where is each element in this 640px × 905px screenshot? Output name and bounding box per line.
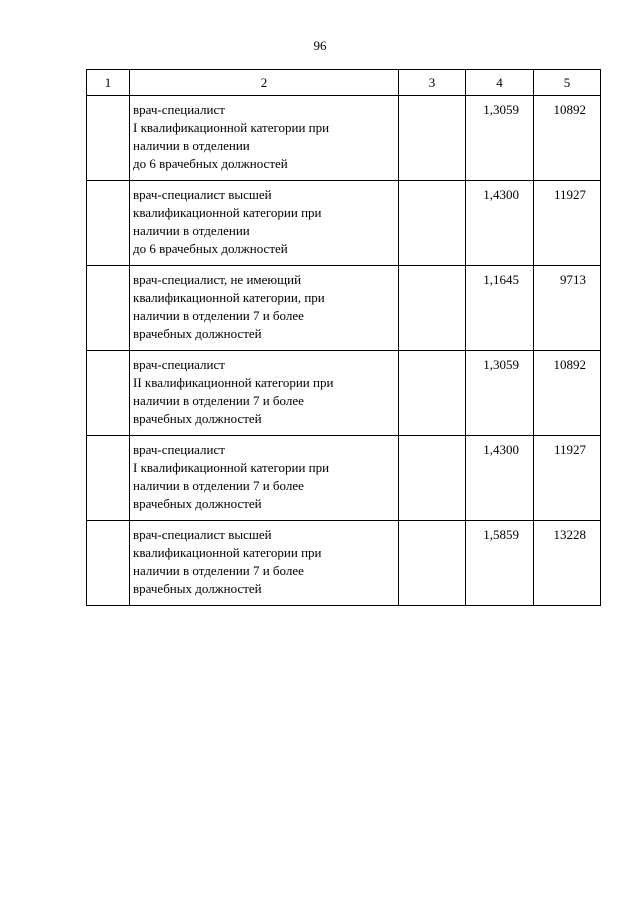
table-row — [87, 521, 601, 606]
description-line: наличии в отделении — [133, 138, 250, 153]
empty-cell — [399, 266, 466, 351]
table-row — [87, 436, 601, 521]
description-line: наличии в отделении — [133, 223, 250, 238]
column-header-4: 4 — [466, 70, 534, 96]
row-number-cell — [87, 351, 130, 436]
description-line: врачебных должностей — [133, 581, 262, 596]
empty-cell — [399, 96, 466, 181]
coefficient-cell: 1,1645 — [466, 266, 534, 351]
table-row — [87, 266, 601, 351]
description-line: до 6 врачебных должностей — [133, 241, 288, 256]
description-line: врач-специалист — [133, 102, 225, 117]
description-line: врачебных должностей — [133, 496, 262, 511]
description-line: врач-специалист — [133, 357, 225, 372]
position-description-cell — [130, 436, 399, 521]
amount-cell: 9713 — [534, 266, 601, 351]
column-header-2: 2 — [130, 70, 399, 96]
table-header-row — [87, 70, 601, 96]
column-header-3: 3 — [399, 70, 466, 96]
description-line: I квалификационной категории при — [133, 120, 330, 135]
row-number-cell — [87, 96, 130, 181]
description-line: наличии в отделении 7 и более — [133, 393, 304, 408]
coefficient-cell: 1,5859 — [466, 521, 534, 606]
column-header-5: 5 — [534, 70, 601, 96]
description-line: врачебных должностей — [133, 411, 262, 426]
empty-cell — [399, 436, 466, 521]
salary-table — [86, 69, 601, 606]
amount-cell: 11927 — [534, 436, 601, 521]
row-number-cell — [87, 436, 130, 521]
position-description-cell — [130, 96, 399, 181]
description-line: II квалификационной категории при — [133, 375, 334, 390]
empty-cell — [399, 521, 466, 606]
amount-cell: 10892 — [534, 351, 601, 436]
row-number-cell — [87, 181, 130, 266]
table-row — [87, 181, 601, 266]
coefficient-cell: 1,3059 — [466, 351, 534, 436]
row-number-cell — [87, 521, 130, 606]
page-number: 96 — [313, 38, 327, 53]
table-row — [87, 351, 601, 436]
position-description-cell — [130, 181, 399, 266]
description-line: врачебных должностей — [133, 326, 262, 341]
table-row — [87, 96, 601, 181]
description-line: наличии в отделении 7 и более — [133, 478, 304, 493]
description-line: врач-специалист — [133, 442, 225, 457]
position-description-cell — [130, 351, 399, 436]
description-line: врач-специалист, не имеющий — [133, 272, 302, 287]
coefficient-cell: 1,4300 — [466, 436, 534, 521]
description-line: врач-специалист высшей — [133, 527, 272, 542]
description-line: врач-специалист высшей — [133, 187, 272, 202]
position-description-cell — [130, 521, 399, 606]
amount-cell: 13228 — [534, 521, 601, 606]
amount-cell: 11927 — [534, 181, 601, 266]
empty-cell — [399, 181, 466, 266]
description-line: I квалификационной категории при — [133, 460, 330, 475]
description-line: квалификационной категории, при — [133, 290, 325, 305]
description-line: наличии в отделении 7 и более — [133, 563, 304, 578]
amount-cell: 10892 — [534, 96, 601, 181]
position-description-cell — [130, 266, 399, 351]
coefficient-cell: 1,3059 — [466, 96, 534, 181]
description-line: квалификационной категории при — [133, 205, 322, 220]
description-line: наличии в отделении 7 и более — [133, 308, 304, 323]
description-line: до 6 врачебных должностей — [133, 156, 288, 171]
row-number-cell — [87, 266, 130, 351]
column-header-1: 1 — [87, 70, 130, 96]
coefficient-cell: 1,4300 — [466, 181, 534, 266]
empty-cell — [399, 351, 466, 436]
description-line: квалификационной категории при — [133, 545, 322, 560]
